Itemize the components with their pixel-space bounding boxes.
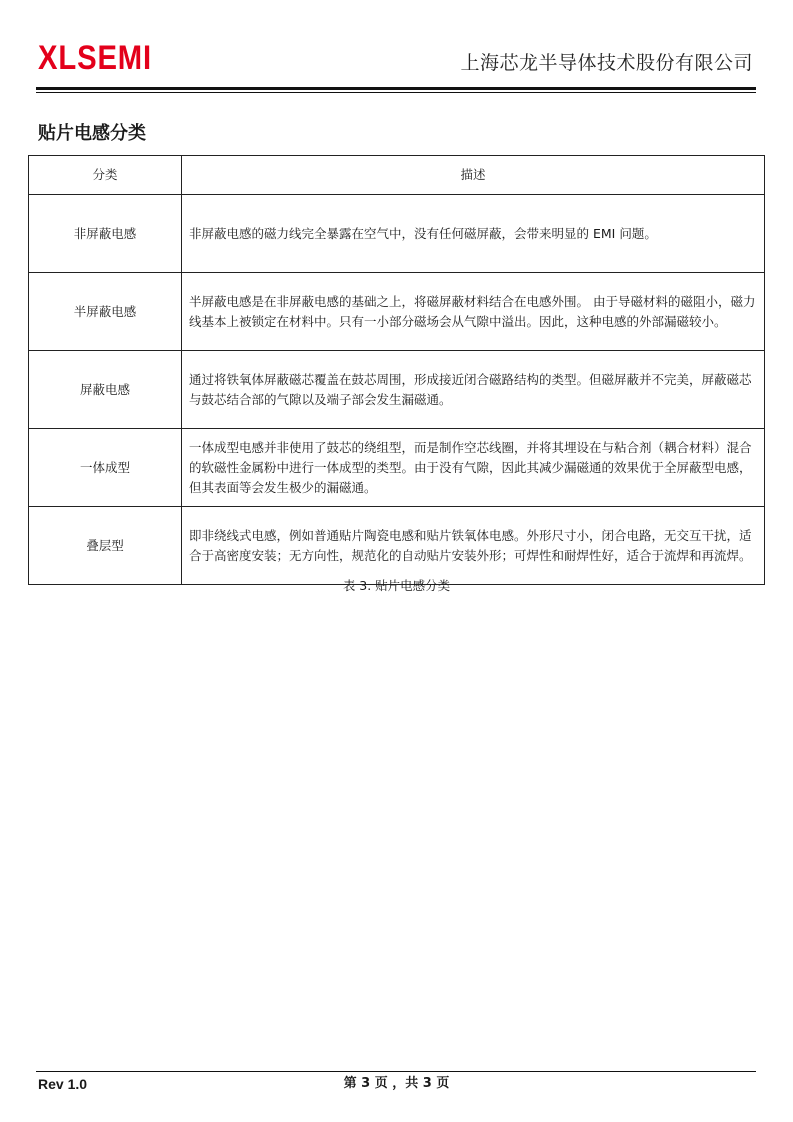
table-caption: 表 3. 贴片电感分类 [342,578,451,593]
header-divider-thick [36,87,756,90]
description-cell: 半屏蔽电感是在非屏蔽电感的基础之上，将磁屏蔽材料结合在电感外围。 由于导磁材料的磁阻小，磁力线基本上被锁定在材料中。只有一小部分磁场会从气隙中溢出。因此，这种电感的外部漏磁较小。 [182,273,765,351]
logo-text: XLSEMI [38,39,153,77]
revision-label: Rev 1.0 [38,1076,88,1092]
category-cell: 非屏蔽电感 [29,195,182,273]
category-cell: 屏蔽电感 [29,351,182,429]
category-cell: 半屏蔽电感 [29,273,182,351]
table-row [29,351,765,429]
table-row [29,507,765,585]
description-cell: 非屏蔽电感的磁力线完全暴露在空气中，没有任何磁屏蔽，会带来明显的 EMI 问题。 [182,195,765,273]
description-cell: 通过将铁氧体屏蔽磁芯覆盖在鼓芯周围，形成接近闭合磁路结构的类型。但磁屏蔽并不完美，屏蔽磁芯与鼓芯结合部的气隙以及端子部会发生漏磁通。 [182,351,765,429]
table-row [29,429,765,507]
inductor-classification-table [28,155,765,585]
table-header-row [29,156,765,195]
header-divider-thin [36,92,756,93]
column-header-category: 分类 [29,156,182,195]
column-header-description: 描述 [182,156,765,195]
table-row [29,195,765,273]
category-cell: 一体成型 [29,429,182,507]
description-cell: 一体成型电感并非使用了鼓芯的绕组型，而是制作空芯线圈，并将其埋设在与粘合剂（耦合材料）混合的软磁性金属粉中进行一体成型的类型。由于没有气隙，因此其减少漏磁通的效果优于全屏蔽型电感，但其表面等会发生极少的漏磁通。 [182,429,765,507]
description-cell: 即非绕线式电感，例如普通贴片陶瓷电感和贴片铁氧体电感。外形尺寸小，闭合电路，无交互干扰，适合于高密度安装；无方向性，规范化的自动贴片安装外形；可焊性和耐焊性好，适合于流焊和再流焊。 [182,507,765,585]
company-logo [38,38,152,78]
category-cell: 叠层型 [29,507,182,585]
table-row [29,273,765,351]
page-number: 第 3 页 ，共 3 页 [343,1076,450,1091]
section-title: 贴片电感分类 [38,123,146,144]
footer-divider [36,1071,756,1072]
company-name: 上海芯龙半导体技术股份有限公司 [460,52,753,74]
